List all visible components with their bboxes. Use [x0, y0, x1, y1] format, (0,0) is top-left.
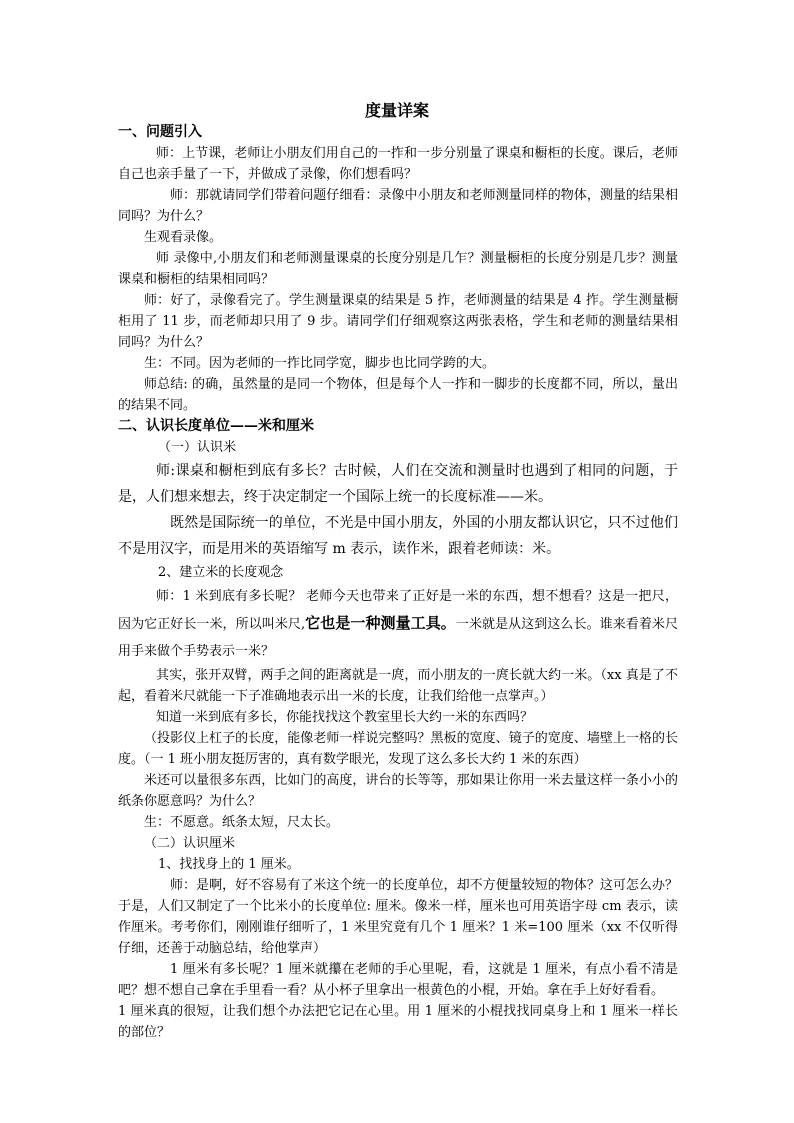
- paragraph-text: 一米就是从这到这么长。谁来看着米尺用手来做个手势表示一米？: [118, 617, 678, 659]
- paragraph: 师：上节课，老师让小朋友们用自己的一拃和一步分别量了课桌和橱柜的长度。课后，老师自己也亲手量了一下，并做成了录像，你们想看吗？: [118, 146, 678, 182]
- section-heading-intro: 一、问题引入: [118, 124, 202, 140]
- document-title: 度量详案: [364, 101, 429, 120]
- paragraph: 知道一米到底有多长，你能找找这个教室里长大约一米的东西吗？: [156, 710, 534, 725]
- subheading-find-centimeter: 1、找找身上的 1 厘米。: [158, 857, 300, 872]
- paragraph: 生：不愿意。纸条太短，尺太长。: [144, 815, 340, 830]
- paragraph: 既然是国际统一的单位，不光是中国小朋友，外国的小朋友都认识它，只不过他们不是用汉字，而是用米的英语缩写 m 表示，读作米，跟着老师读：米。: [118, 515, 678, 557]
- paragraph: 师：是啊，好不容易有了米这个统一的长度单位，却不方便量较短的物体？这可怎么办？于是，人们又制定了一个比米小的长度单位: 厘米。像米一样，厘米也可用英语字母 cm 表示，读作厘米。考考你们，刚刚谁仔细听了，1 米里究竟有几个 1 厘米？1 米=100 厘米（xx 不仅听得仔细，还善于动脑总结，给他掌声）: [118, 878, 678, 956]
- paragraph: 生：不同。因为老师的一拃比同学宽，脚步也比同学跨的大。: [144, 356, 496, 371]
- paragraph: 1 厘米真的很短，让我们想个办法把它记在心里。用 1 厘米的小棍找找同桌身上和 1 厘米一样长的部位？: [118, 1004, 678, 1040]
- paragraph: 米还可以量很多东西，比如门的高度，讲台的长等等，那如果让你用一米去量这样一条小小的纸条你愿意吗？为什么？: [118, 773, 678, 809]
- paragraph: （投影仪上杠子的长度，能像老师一样说完整吗？黑板的宽度、镜子的宽度、墙壁上一格的长度。（一 1 班小朋友挺厉害的，真有数学眼光，发现了这么多长大约 1 米的东西）: [118, 731, 678, 767]
- paragraph: 师：好了，录像看完了。学生测量课桌的结果是 5 拃，老师测量的结果是 4 拃。学生测量橱柜用了 11 步，而老师却只用了 9 步。请同学们仔细观察这两张表格，学生和老师的测量结果相同吗？为什么？: [118, 293, 678, 350]
- emphasis-text: 它也是一种测量工具。: [305, 614, 456, 632]
- paragraph-meter-ruler: [118, 583, 678, 665]
- paragraph: 其实，张开双臂，两手之间的距离就是一庹，而小朋友的一庹长就大约一米。（xx 真是了不起，看着米尺就能一下子准确地表示出一米的长度，让我们给他一点掌声。）: [118, 668, 678, 704]
- document-body: [118, 122, 678, 1043]
- paragraph-text: 师：1 米到底有多长呢？ 老师今天也带来了正好是一米的东西，想不想看？这是一把尺，因为它正好长一米，所以叫米尺,: [118, 589, 678, 632]
- subheading-meter: （一）认识米: [158, 440, 237, 455]
- subheading-centimeter: （二）认识厘米: [144, 836, 236, 851]
- subheading-meter-concept: 2、建立米的长度观念: [158, 565, 284, 580]
- section-heading-units: 二、认识长度单位——米和厘米: [118, 418, 314, 434]
- paragraph: 1 厘米有多长呢？1 厘米就攥在老师的手心里呢，看，这就是 1 厘米，有点小看不清是吧？想不想自己拿在手里看一看？从小杯子里拿出一根黄色的小棍，开始。拿在手上好好看看。: [118, 962, 678, 998]
- paragraph: 师:课桌和橱柜到底有多长？古时候，人们在交流和测量时也遇到了相同的问题，于是，人们想来想去，终于决定制定一个国际上统一的长度标准——米。: [118, 463, 678, 505]
- paragraph: 师：那就请同学们带着问题仔细看：录像中小朋友和老师测量同样的物体，测量的结果相同吗？为什么？: [118, 188, 678, 224]
- paragraph: 师 录像中,小朋友们和老师测量课桌的长度分别是几乍？测量橱柜的长度分别是几步？测量课桌和橱柜的结果相同吗？: [118, 251, 678, 287]
- paragraph: 生观看录像。: [144, 230, 223, 245]
- paragraph: 师总结: 的确，虽然量的是同一个物体，但是每个人一拃和一脚步的长度都不同，所以，量出的结果不同。: [118, 377, 678, 413]
